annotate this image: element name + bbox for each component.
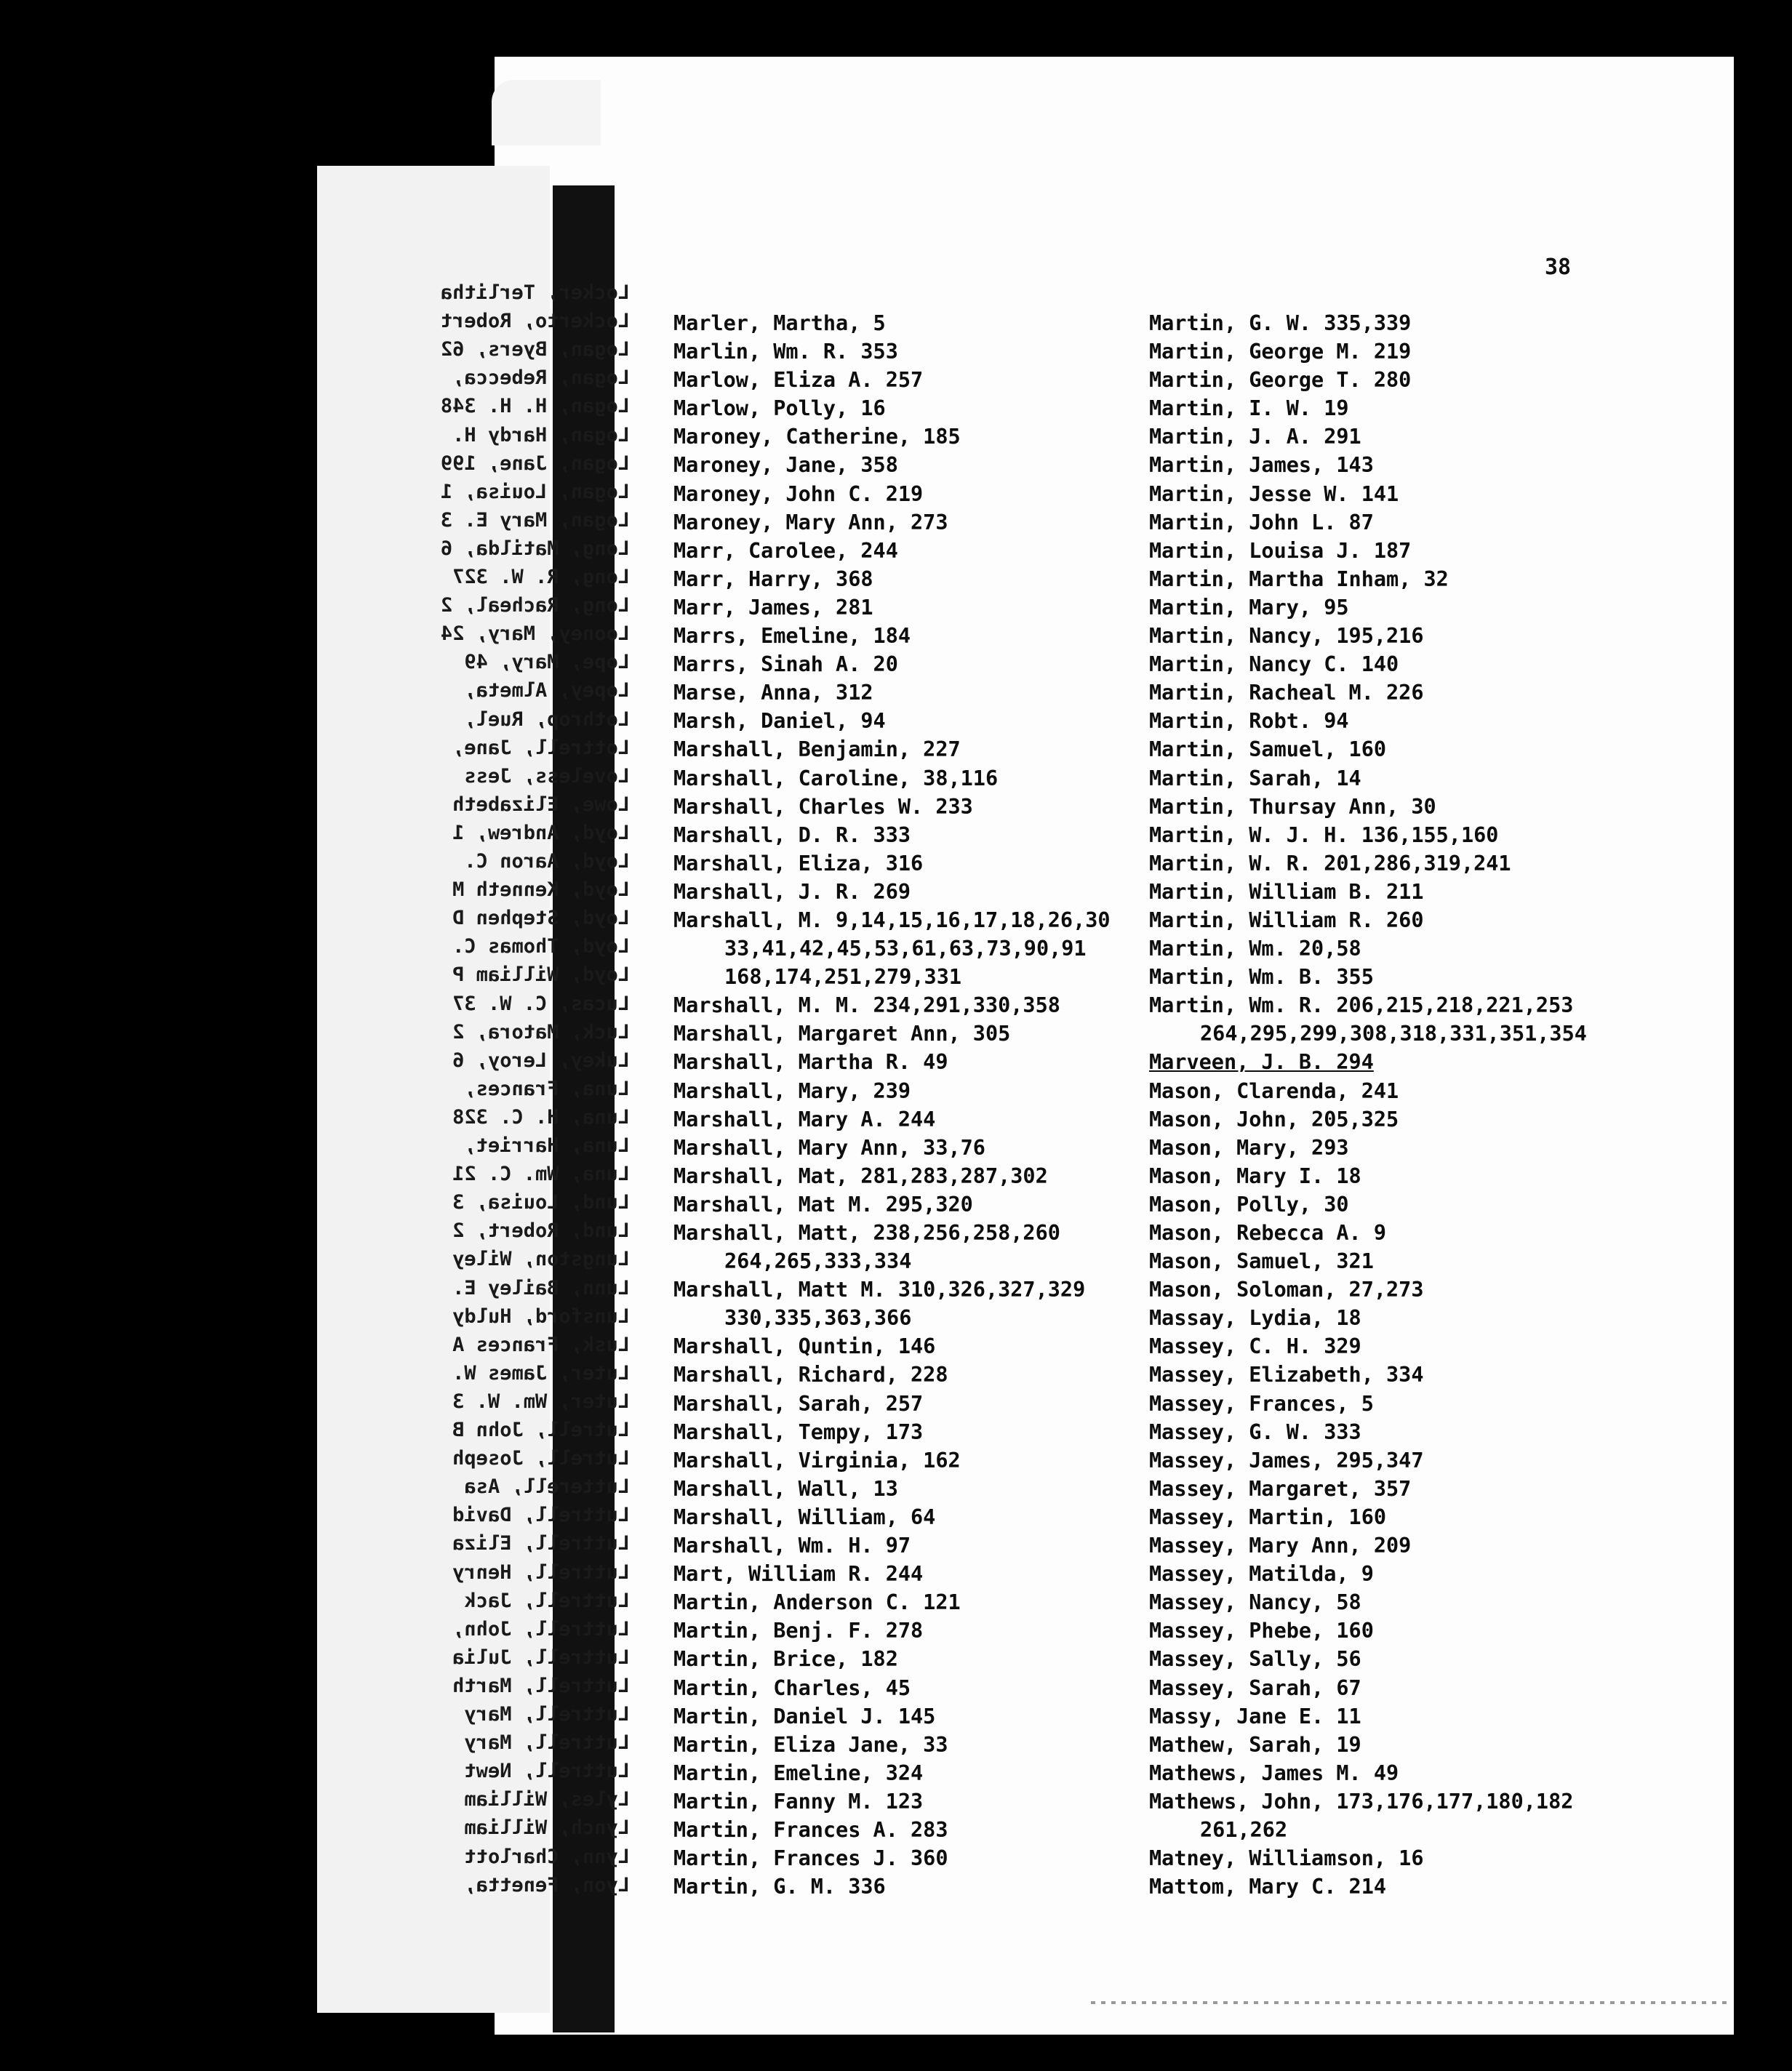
strip-entry: Lutrell, John B	[452, 1419, 630, 1441]
index-entry: Massey, C. H. 329	[1149, 1334, 1361, 1359]
index-entry: Marshall, Eliza, 316	[673, 851, 924, 876]
index-entry: Mattom, Mary C. 214	[1149, 1875, 1387, 1899]
index-entry: Marshall, Matt M. 310,326,327,329	[673, 1278, 1086, 1302]
strip-entry: Locker, Terlitha	[440, 281, 630, 304]
index-entry: Marshall, Margaret Ann, 305	[673, 1022, 1011, 1046]
strip-entry: Logan, Rebecca,	[452, 366, 630, 390]
index-entry: Martin, William R. 260	[1149, 908, 1424, 932]
index-entry: Martin, Racheal M. 226	[1149, 681, 1424, 705]
index-entry: Marshall, Richard, 228	[673, 1363, 948, 1387]
page-number: 38	[1545, 255, 1572, 280]
index-entry: Martin, Charles, 45	[673, 1675, 911, 1700]
index-entry: Mason, Mary I. 18	[1149, 1163, 1361, 1188]
index-entry: Martin, James, 143	[1149, 453, 1374, 478]
strip-entry: Looney, Mary, 24	[440, 622, 630, 646]
strip-entry: Lockerto, Robert	[440, 310, 630, 333]
index-column-right	[1149, 309, 1587, 1901]
index-entry: Martin, Wm. 20,58	[1149, 937, 1361, 961]
strip-entry: Luttrell, Mary	[464, 1703, 630, 1726]
strip-entry: Luttrell, Newt	[464, 1760, 630, 1783]
index-entry: Martin, Daniel J. 145	[673, 1704, 936, 1728]
index-entry: Mathews, John, 173,176,177,180,182	[1149, 1789, 1574, 1814]
index-entry: Mathews, James M. 49	[1149, 1760, 1399, 1785]
index-entry: Martin, G. W. 335,339	[1149, 311, 1412, 335]
index-entry: Marshall, M. 9,14,15,16,17,18,26,30	[673, 908, 1111, 932]
index-entry: Martin, W. J. H. 136,155,160	[1149, 822, 1499, 847]
strip-entry: Logan, Hardy H.	[452, 423, 630, 446]
index-entry: Martin, G. M. 336	[673, 1875, 886, 1899]
index-entry: Marshall, Mary A. 244	[673, 1107, 936, 1131]
strip-entry: Lynn, Charlott	[464, 1845, 630, 1868]
strip-entry: Luna, Frances,	[464, 1077, 630, 1100]
index-entry: Massey, Nancy, 58	[1149, 1590, 1361, 1615]
index-entry-continuation: 33,41,42,45,53,61,63,73,90,91	[724, 937, 1087, 961]
index-entry-continuation: 264,265,333,334	[724, 1249, 912, 1274]
index-entry: Martin, Benj. F. 278	[673, 1619, 924, 1643]
index-entry: Marshall, Mary Ann, 33,76	[673, 1135, 985, 1160]
strip-entry: Lunn, Bailey E.	[452, 1276, 630, 1299]
strip-entry: Luttrell, Henry	[452, 1561, 630, 1584]
strip-entry: Lothrop, Ruel,	[464, 708, 630, 731]
index-entry: Martin, I. W. 19	[1149, 396, 1349, 421]
index-entry: Maroney, Catherine, 185	[673, 425, 961, 449]
index-entry: Marr, Harry, 368	[673, 566, 873, 591]
strip-entry: Lusk, Frances A	[452, 1333, 630, 1356]
index-entry: Marlin, Wm. R. 353	[673, 340, 898, 364]
index-entry: Martin, Anderson C. 121	[673, 1590, 961, 1615]
strip-entry: Loyd, Kenneth M	[452, 878, 630, 902]
index-entry: Massey, James, 295,347	[1149, 1448, 1424, 1473]
index-entry: Mason, Samuel, 321	[1149, 1249, 1374, 1274]
bottom-edge-mark	[1091, 2001, 1731, 2004]
strip-entry: Luna, H. C. 328	[452, 1105, 630, 1129]
index-entry: Maroney, Mary Ann, 273	[673, 510, 948, 534]
index-entry: Marshall, Wm. H. 97	[673, 1534, 911, 1558]
strip-entry: Lukey, Leroy, 6	[452, 1049, 630, 1072]
index-entry: Massey, Mary Ann, 209	[1149, 1534, 1412, 1558]
strip-entry: Lund, Louisa, 3	[452, 1191, 630, 1214]
strip-entry: Lynch, William	[464, 1816, 630, 1840]
index-entry: Marshall, M. M. 234,291,330,358	[673, 993, 1060, 1018]
index-entry: Marshall, Quntin, 146	[673, 1334, 936, 1359]
index-entry: Massey, G. W. 333	[1149, 1419, 1361, 1444]
index-entry: Mason, Polly, 30	[1149, 1192, 1349, 1217]
index-entry: Massay, Lydia, 18	[1149, 1306, 1361, 1331]
index-entry: Marsh, Daniel, 94	[673, 709, 886, 734]
index-entry: Massey, Sally, 56	[1149, 1647, 1361, 1672]
index-entry: Martin, Mary, 95	[1149, 595, 1349, 620]
index-entry: Martin, Eliza Jane, 33	[673, 1732, 948, 1757]
strip-entry: Luck, Matora, 2	[452, 1020, 630, 1043]
index-entry: Marshall, Virginia, 162	[673, 1448, 961, 1473]
index-entry: Martin, Sarah, 14	[1149, 766, 1361, 790]
index-entry: Marshall, Matt, 238,256,258,260	[673, 1221, 1060, 1245]
strip-entry: Luttrell, David	[452, 1504, 630, 1527]
strip-entry: Lungston, Wiley	[452, 1248, 630, 1271]
index-entry: Marrs, Sinah A. 20	[673, 652, 898, 677]
strip-entry: Luna, Wm. C. 21	[452, 1163, 630, 1186]
strip-entry: Luter, James W.	[452, 1361, 630, 1385]
strip-entry: Loyd, Thomas C.	[452, 935, 630, 958]
strip-entry: Logan, Mary E. 3	[440, 508, 630, 532]
strip-entry: Lyon, Fenetta,	[464, 1873, 630, 1896]
index-entry: Marler, Martha, 5	[673, 311, 886, 335]
index-entry: Marshall, Martha R. 49	[673, 1050, 948, 1075]
index-entry: Martin, Wm. R. 206,215,218,221,253	[1149, 993, 1574, 1018]
index-entry: Martin, Nancy, 195,216	[1149, 624, 1424, 649]
strip-entry: Lutterell, Asa	[464, 1475, 630, 1499]
index-entry: Mason, Clarenda, 241	[1149, 1078, 1399, 1103]
index-entry: Mathew, Sarah, 19	[1149, 1732, 1361, 1757]
index-entry-continuation: 330,335,363,366	[724, 1306, 912, 1331]
page-fold	[492, 80, 601, 145]
index-entry: Martin, Robt. 94	[1149, 709, 1349, 734]
strip-entry: Luttrell, Eliza	[452, 1532, 630, 1555]
index-entry: Marlow, Eliza A. 257	[673, 368, 924, 393]
strip-entry: Long, Matilda, 6	[440, 537, 630, 560]
index-entry: Marshall, Benjamin, 227	[673, 737, 961, 762]
index-entry: Marveen, J. B. 294	[1149, 1050, 1374, 1075]
strip-entry: Logan, Byers, 62	[440, 338, 630, 361]
index-entry: Marr, Carolee, 244	[673, 538, 898, 563]
index-entry: Massey, Phebe, 160	[1149, 1619, 1374, 1643]
index-entry: Martin, Brice, 182	[673, 1647, 898, 1672]
index-entry: Maroney, Jane, 358	[673, 453, 898, 478]
index-entry: Martin, Louisa J. 187	[1149, 538, 1412, 563]
strip-entry: Luttrell, Marth	[452, 1674, 630, 1697]
index-entry: Mason, Mary, 293	[1149, 1135, 1349, 1160]
strip-entry: Lund, Robert, 2	[452, 1219, 630, 1243]
index-entry: Marshall, Mat, 281,283,287,302	[673, 1163, 1048, 1188]
index-entry: Marshall, Tempy, 173	[673, 1419, 924, 1444]
strip-entry: Loveless, Jess	[464, 764, 630, 788]
strip-entry: Loyd, Aaron C.	[464, 850, 630, 873]
strip-entry: Logan, H. H. 348	[440, 395, 630, 418]
index-entry: Massey, Frances, 5	[1149, 1391, 1374, 1416]
index-entry-continuation: 264,295,299,308,318,331,351,354	[1200, 1022, 1587, 1046]
strip-entry: Lucas, C. W. 37	[452, 992, 630, 1015]
index-entry: Marshall, Charles W. 233	[673, 794, 973, 819]
index-entry: Martin, George M. 219	[1149, 340, 1412, 364]
strip-entry: Long, R. W. 327	[452, 566, 630, 588]
strip-entry: Long, Racheal, 2	[440, 594, 630, 617]
index-entry: Martin, Samuel, 160	[1149, 737, 1387, 762]
strip-entry: Luna, Harriet,	[464, 1134, 630, 1157]
index-entry: Marrs, Emeline, 184	[673, 624, 911, 649]
index-entry: Massy, Jane E. 11	[1149, 1704, 1361, 1728]
index-entry: Martin, Jesse W. 141	[1149, 481, 1399, 506]
index-entry: Marshall, D. R. 333	[673, 822, 911, 847]
strip-entry: Luttrell, Julia	[452, 1646, 630, 1669]
index-entry: Massey, Margaret, 357	[1149, 1476, 1412, 1501]
index-entry: Mart, William R. 244	[673, 1562, 924, 1587]
index-entry: Martin, J. A. 291	[1149, 425, 1361, 449]
index-entry: Marr, James, 281	[673, 595, 873, 620]
index-entry: Maroney, John C. 219	[673, 481, 924, 506]
index-entry: Martin, Wm. B. 355	[1149, 965, 1374, 990]
strip-entry: Lunsford, Huldy	[452, 1305, 630, 1328]
index-entry: Matney, Williamson, 16	[1149, 1846, 1424, 1871]
index-entry: Martin, Frances J. 360	[673, 1846, 948, 1871]
strip-entry: Lutrell, Joseph	[452, 1447, 630, 1470]
index-entry: Mason, Rebecca A. 9	[1149, 1221, 1387, 1245]
index-entry: Massey, Matilda, 9	[1149, 1562, 1374, 1587]
strip-entry: Lope, Mary, 49	[464, 651, 630, 674]
index-entry: Martin, Emeline, 324	[673, 1760, 924, 1785]
strip-entry: Lopey, Almeta,	[464, 679, 630, 702]
index-entry: Marshall, Wall, 13	[673, 1476, 898, 1501]
strip-entry: Lottrell, Jane,	[452, 736, 630, 759]
previous-page-strip	[317, 166, 630, 2013]
index-entry-continuation: 168,174,251,279,331	[724, 965, 962, 990]
strip-entry: Luttrell, Mary	[464, 1731, 630, 1755]
strip-entry: Loyd, Stephen D	[452, 907, 630, 930]
strip-entry: Logan, Louisa, 1	[440, 480, 630, 503]
strip-entry: Luttrell, Jack	[464, 1589, 630, 1612]
index-entry: Massey, Sarah, 67	[1149, 1675, 1361, 1700]
index-entry: Marlow, Polly, 16	[673, 396, 886, 421]
index-entry: Marshall, Sarah, 257	[673, 1391, 924, 1416]
strip-entry: Logan, Jane, 199	[440, 452, 630, 475]
index-entry: Marshall, J. R. 269	[673, 879, 911, 904]
index-entry: Martin, John L. 87	[1149, 510, 1374, 534]
strip-entry: Loyd, William P	[452, 964, 630, 987]
index-entry: Mason, John, 205,325	[1149, 1107, 1399, 1131]
index-column-left	[673, 309, 1111, 1901]
index-entry: Martin, Martha Inham, 32	[1149, 566, 1449, 591]
index-entry: Marshall, Caroline, 38,116	[673, 766, 999, 790]
index-entry: Martin, W. R. 201,286,319,241	[1149, 851, 1511, 876]
strip-entry: Lowe, Elizabeth	[452, 793, 630, 816]
index-entry: Massey, Martin, 160	[1149, 1505, 1387, 1529]
index-entry: Martin, Frances A. 283	[673, 1817, 948, 1842]
strip-entry: Loyd, Andrew, 1	[452, 821, 630, 844]
index-entry: Mason, Soloman, 27,273	[1149, 1278, 1424, 1302]
index-entry: Martin, Nancy C. 140	[1149, 652, 1399, 677]
strip-entry: Luter, Wm. W. 3	[452, 1390, 630, 1413]
index-entry: Marshall, Mary, 239	[673, 1078, 911, 1103]
index-entry: Marshall, William, 64	[673, 1505, 936, 1529]
index-entry: Marse, Anna, 312	[673, 681, 873, 705]
strip-entry: Luttrell, John,	[452, 1617, 630, 1641]
index-entry: Massey, Elizabeth, 334	[1149, 1363, 1424, 1387]
index-entry-continuation: 261,262	[1200, 1817, 1288, 1842]
index-entry: Martin, Thursay Ann, 30	[1149, 794, 1436, 819]
index-entry: Martin, William B. 211	[1149, 879, 1424, 904]
index-entry: Martin, Fanny M. 123	[673, 1789, 924, 1814]
index-entry: Marshall, Mat M. 295,320	[673, 1192, 973, 1217]
index-entry: Martin, George T. 280	[1149, 368, 1412, 393]
strip-entry: Lyles, William	[464, 1788, 630, 1811]
